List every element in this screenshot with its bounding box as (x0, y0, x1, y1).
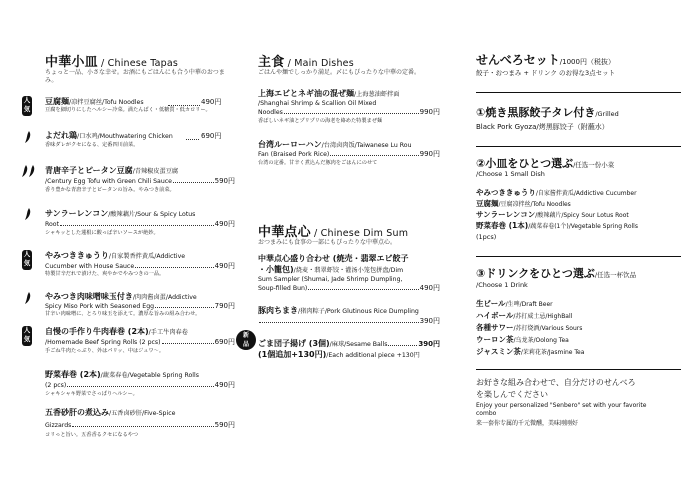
menu-item-name: サンラーレンコン/酸辣藕片/Sour & Spicy Lotus (45, 209, 196, 218)
chili-icon (24, 292, 32, 304)
chili-icon (24, 131, 32, 143)
menu-item-name: ・小籠包)/烧麦・翡翠虾饺・灌汤小笼包拼盘/Dim (258, 265, 404, 274)
step1-heading: ①焼き黒豚餃子タレ付き/Grilled (476, 106, 619, 119)
dimsum-title (258, 221, 408, 240)
item-name: 豆腐麺/凉拌豆腐丝/Tofu Noodles (45, 97, 144, 106)
menu-item-name: やみつき肉味噌味玉付き/肉肉酱卤蛋/Addictive (45, 292, 197, 301)
step3-sub: /Choose 1 Drink (476, 281, 528, 289)
menu-item-name: よだれ鶏/口水鸡/Mouthwatering Chicken (45, 131, 173, 140)
step3-heading: ③ドリンクをひとつ選ぶ/任选一杯饮品 (476, 267, 637, 280)
dimsum-subtitle: おつまみにも食事の一部にもぴったりな中華点心。 (258, 239, 396, 246)
item-desc: 甘辛い肉味噌に、とろり味玉を添えて。濃厚な旨みの組み合わせ。 (45, 311, 201, 317)
menu-item-name: やみつききゅうり/自家製香拌黄瓜/Addictive (45, 251, 186, 260)
item-line: Gizzards 590円 (45, 421, 235, 429)
item-price: 490円 (201, 98, 222, 106)
step2-sub: /Choose 1 Small Dish (476, 170, 545, 178)
senbero-desc: 餃子・おつまみ + ドリンク のお得な3点セット (476, 69, 616, 77)
item-line: (2 pcs) 490円 (45, 381, 235, 389)
tapas-title-en: / Chinese Tapas (97, 58, 179, 69)
chili-icon (24, 208, 32, 220)
item-line: Sum Sampler (Shumai, Jade Shrimp Dumpling, (258, 276, 403, 283)
dimsum-title-jp: 中華点心 (258, 225, 311, 240)
divider (476, 146, 681, 147)
menu-item-name: ごま団子揚げ (3個) /麻球/Sesame Balls 390円 (258, 339, 440, 348)
step2-option: やみつききゅうり/自家酱拌黄瓜/Addictive Cucumber (476, 188, 637, 197)
item-line: Soup-filled Bun) 490円 (258, 284, 440, 292)
item-desc: 豆腐を細切りにしたヘルシー冷菜。満たんぱく・低糖質・低カロリー。 (45, 107, 211, 113)
step1-line: Black Pork Gyoza/烤黑豚饺子（附蘸水） (476, 123, 609, 131)
dimsum-title-en: / Chinese Dim Sum (310, 228, 409, 239)
chili-icon (28, 165, 36, 177)
mains-title-en: / Main Dishes (284, 58, 354, 69)
step3-option: ハイボール/苏打威士忌/HighBall (476, 311, 573, 320)
step2-option: 野菜春巻 (1本)/蔬菜春卷(1个)/Vegetable Spring Rolls (476, 221, 638, 230)
item-line: /Century Egg Tofu with Green Chili Sauce 590円 (45, 177, 235, 185)
menu-item-name: 台湾ルーローハン/台湾卤肉饭/Taiwanese Lu Rou (258, 140, 412, 149)
menu-item-name: 青唐辛子とピータン豆腐/青辣椒皮蛋豆腐 (45, 166, 179, 175)
item-desc: 香り豊かな青唐辛子とピータンの旨み。やみつき前菜。 (45, 187, 175, 193)
new-item-badge: 新 品 (236, 330, 256, 350)
menu-item-name: 自慢の手作り牛肉春巻 (2本)/手工牛肉春卷 (45, 327, 188, 336)
closing-en-1: Enjoy your personalized "Senbero" set with your favorite (476, 402, 647, 409)
step3-option: ジャスミン茶/茉莉花茶/Jasmine Tea (476, 347, 585, 356)
divider (476, 256, 681, 257)
step3-option: 各種サワー/苏打烧酒/Various Sours (476, 323, 583, 332)
step2-note: (1pcs) (476, 233, 497, 241)
tapas-title-jp: 中華小皿 (45, 55, 98, 70)
closing-line-2: を楽しんでください (476, 390, 548, 399)
item-desc: 香ばしいネギ油とプリプリの海老を絡めた特製まぜ麺 (258, 118, 383, 124)
step2-heading: ②小皿をひとつ選ぶ/任选一份小菜 (476, 157, 615, 170)
item-line: Spicy Miso Pork with Seasoned Egg 790円 (45, 302, 235, 310)
closing-cn: 来一套你专属的千元微醺，美味刚刚好 (476, 420, 579, 427)
mains-title-jp: 主食 (258, 55, 285, 70)
item-desc: 特製甘辛だれで漬けた、爽やかでやみつきの一品。 (45, 271, 165, 277)
step3-option: 生ビール/生啤/Draft Beer (476, 299, 553, 308)
item-line: 390円 (258, 317, 440, 327)
senbero-price: /1000円（税抜） (559, 58, 615, 66)
menu-item-name: 野菜春巻 (2本)/蔬菜春卷/Vegetable Spring Rolls (45, 370, 199, 379)
mains-subtitle: ごはんや麺でしっかり満足。〆にもぴったりな中華の定番。 (258, 69, 421, 76)
senbero-title-jp: せんべろセット (476, 53, 560, 67)
step2-option: 豆腐麺/豆腐凉拌丝/Tofu Noodles (476, 199, 571, 208)
item-desc: シャキッとした蓮根に酸っぱ辛いソースが絶妙。 (45, 230, 159, 236)
item-desc: 手ごね牛肉たっぷり、外はパリッ、中はジュワ～。 (45, 348, 165, 354)
menu-item-name: (1個追加+130円)/Each additional piece +130円 (258, 350, 420, 359)
tapas-title (45, 51, 178, 70)
item-price: 690円 (201, 132, 222, 140)
senbero-title (476, 51, 615, 68)
popular-badge: 人 気 (22, 326, 32, 346)
popular-badge: 人 気 (22, 250, 32, 270)
menu-item-name: 五香砂肝の煮込み/五香卤砂肝/Five-Spice (45, 408, 176, 417)
item-desc: 香味ダレがクセになる、定番四川前菜。 (45, 142, 139, 148)
tapas-subtitle: ちょっと一品、小さな幸せ。お酒にもごはんにも合う中華のおつまみ。 (45, 69, 225, 84)
divider (476, 369, 681, 370)
closing-line-1: お好きな組み合わせで、自分だけのせんべろ (476, 378, 636, 387)
closing-en-2: combo (476, 410, 497, 417)
menu-item-name: 上海エビとネギ油の混ぜ麺/上海葱油虾拌面 (258, 89, 400, 98)
menu-item-name: 豚肉ちまき/猪肉粽子/Pork Glutinous Rice Dumpling (258, 306, 419, 315)
item-dots (168, 105, 200, 106)
item-desc: シャキシャキ野菜でさっぱりヘルシー。 (45, 391, 138, 397)
divider (476, 92, 681, 93)
popular-badge: 人 気 (22, 96, 32, 116)
item-line: Fan (Braised Pork Rice) 990円 (258, 150, 440, 158)
item-line: Root 490円 (45, 220, 235, 228)
item-line: Noodles 990円 (258, 108, 440, 116)
item-dots (186, 139, 199, 140)
step2-option: サンラーレンコン/酸辣藕片/Spicy Sour Lotus Root (476, 210, 629, 219)
item-desc: コリっと旨い。五香香るクセになるやつ (45, 432, 139, 438)
item-line: /Homemade Beef Spring Rolls (2 pcs) 690円 (45, 338, 235, 346)
step3-option: ウーロン茶/乌龙茶/Oolong Tea (476, 335, 569, 344)
item-line: /Shanghai Shrimp & Scallion Oil Mixed (258, 100, 377, 107)
item-desc: 台湾の定番。甘辛く煮込んだ豚肉をごはんにのせて (258, 160, 378, 166)
mains-title (258, 51, 354, 70)
menu-item-name: 中華点心盛り合わせ (焼売・翡翠エビ餃子 (258, 254, 409, 263)
item-line: Cucumber with House Sauce 490円 (45, 262, 235, 270)
